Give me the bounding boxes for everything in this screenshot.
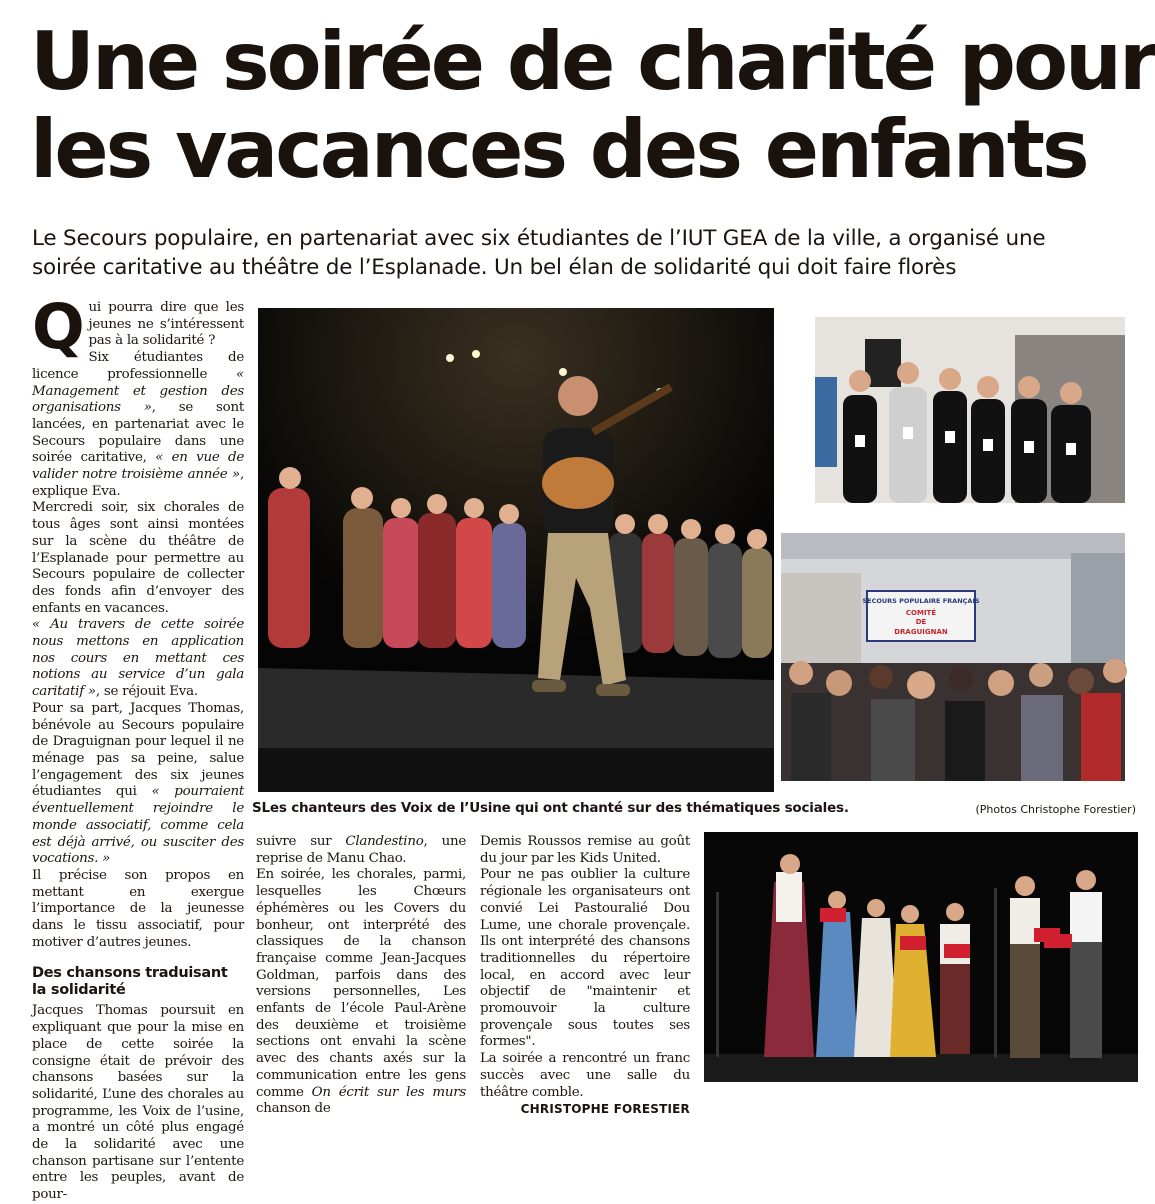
photo-students-image xyxy=(815,317,1125,503)
article-paragraph: La soirée a rencontré un franc succès avec une salle du théâtre comble. xyxy=(480,1051,690,1100)
photo-students xyxy=(810,312,1130,508)
article-paragraph: Jacques Thomas poursuit en expliquant que pour la mise en place de cette soirée la consigne était de prévoir des chansons basées sur la solidarité, L’une des chorales au programme, les Voix de l’usine, a montré un côté plus engagé de la solidarité avec une chanson partisane sur l’entente entre les peuples, avant de pour- xyxy=(32,1003,244,1203)
drop-cap: Q xyxy=(32,290,85,363)
headline-line-2: les vacances des enfants xyxy=(30,103,1087,196)
headline-line-1: Une soirée de charité pour xyxy=(30,15,1155,108)
photo-stage-choir xyxy=(258,308,774,792)
article-paragraph: En soirée, les chorales, parmi, lesquelles les Chœurs éphémères ou les Covers du bonheur, ont interprété des classiques de la chanson française comme Jean-Jacques Goldman, parfois dans des versions personnelles, Les enfants de l’école Paul-Arène des deuxième et troisième sections ont envahi la scène avec des chants axés sur la communication entre les gens comme On écrit sur les murs chanson de xyxy=(256,867,466,1117)
lead-paragraph xyxy=(32,224,1137,282)
banner xyxy=(862,591,979,641)
article-paragraph: Six étudiantes de licence professionnelle « Management et gestion des organisations », se sont lancées, en partenariat avec le Secours populaire dans une soirée caritative, « en vue de valider notre troisième année », explique Eva. xyxy=(32,350,244,499)
article-quote: « Au travers de cette soirée nous mettons en application nos cours en mettant ces notions au service d’un gala caritatif », se réjouit Eva. xyxy=(32,617,244,700)
banner-line-3: DE xyxy=(915,618,927,626)
lead-line-2: soirée caritative au théâtre de l’Esplanade. Un bel élan de solidarité qui doit faire florès xyxy=(32,255,957,280)
article-paragraph: Pour sa part, Jacques Thomas, bénévole au Secours populaire de Draguignan pour lequel il ne ménage pas sa peine, salue l’engagement des six jeunes étudiantes qui « pourraient éventuellement rejoindre le monde associatif, comme cela est déjà arrivé, ou susciter des vocations. » xyxy=(32,700,244,867)
headline xyxy=(30,15,1155,196)
article-column-2 xyxy=(256,834,466,1118)
article-paragraph: suivre sur Clandestino, une reprise de Manu Chao. xyxy=(256,834,466,866)
article-paragraph: Demis Roussos remise au goût du jour par les Kids United. xyxy=(480,834,690,866)
photo-provencal-choir xyxy=(704,832,1138,1082)
banner-line-1: SECOURS POPULAIRE FRANÇAIS xyxy=(862,597,980,605)
article-paragraph: Il précise son propos en mettant en exergue l’importance de la jeunesse dans le tissu associatif, pour motiver d’autres jeunes. xyxy=(32,867,244,950)
photo-caption: SLes chanteurs des Voix de l’Usine qui ont chanté sur des thématiques sociales. xyxy=(252,800,849,816)
photo-provencal-choir-image xyxy=(704,832,1138,1082)
photo-credit: (Photos Christophe Forestier) xyxy=(975,803,1136,816)
banner-line-4: DRAGUIGNAN xyxy=(894,628,948,636)
photo-crowd-banner-image xyxy=(781,533,1125,781)
article-intro: Qui pourra dire que les jeunes ne s’intéressent pas à la solidarité ? xyxy=(32,290,244,363)
photo-crowd-banner xyxy=(776,528,1130,786)
banner-line-2: COMITÉ xyxy=(905,609,937,617)
article-column-3 xyxy=(480,834,690,1118)
article-column-1 xyxy=(32,290,244,1204)
article-paragraph: Pour ne pas oublier la culture régionale les organisateurs ont convié Lei Pastouralié Dou Lume, une chorale provençale. Ils ont interprété des chansons traditionnelles du répertoire local, en accord avec leur objectif de "maintenir et promouvoir la culture provençale sous toutes ses formes". xyxy=(480,867,690,1050)
photo-stage-choir-image xyxy=(258,308,774,792)
article-paragraph: Mercredi soir, six chorales de tous âges sont ainsi montées sur la scène du théâtre de l’Esplanade pour permettre au Secours populaire de collecter des fonds afin d’envoyer des enfants en vacances. xyxy=(32,500,244,616)
article-subheading: Des chansons traduisant la solidarité xyxy=(32,965,228,999)
byline: CHRISTOPHE FORESTIER xyxy=(520,1102,690,1117)
lead-line-1: Le Secours populaire, en partenariat avec six étudiantes de l’IUT GEA de la ville, a organisé une xyxy=(32,226,1046,251)
